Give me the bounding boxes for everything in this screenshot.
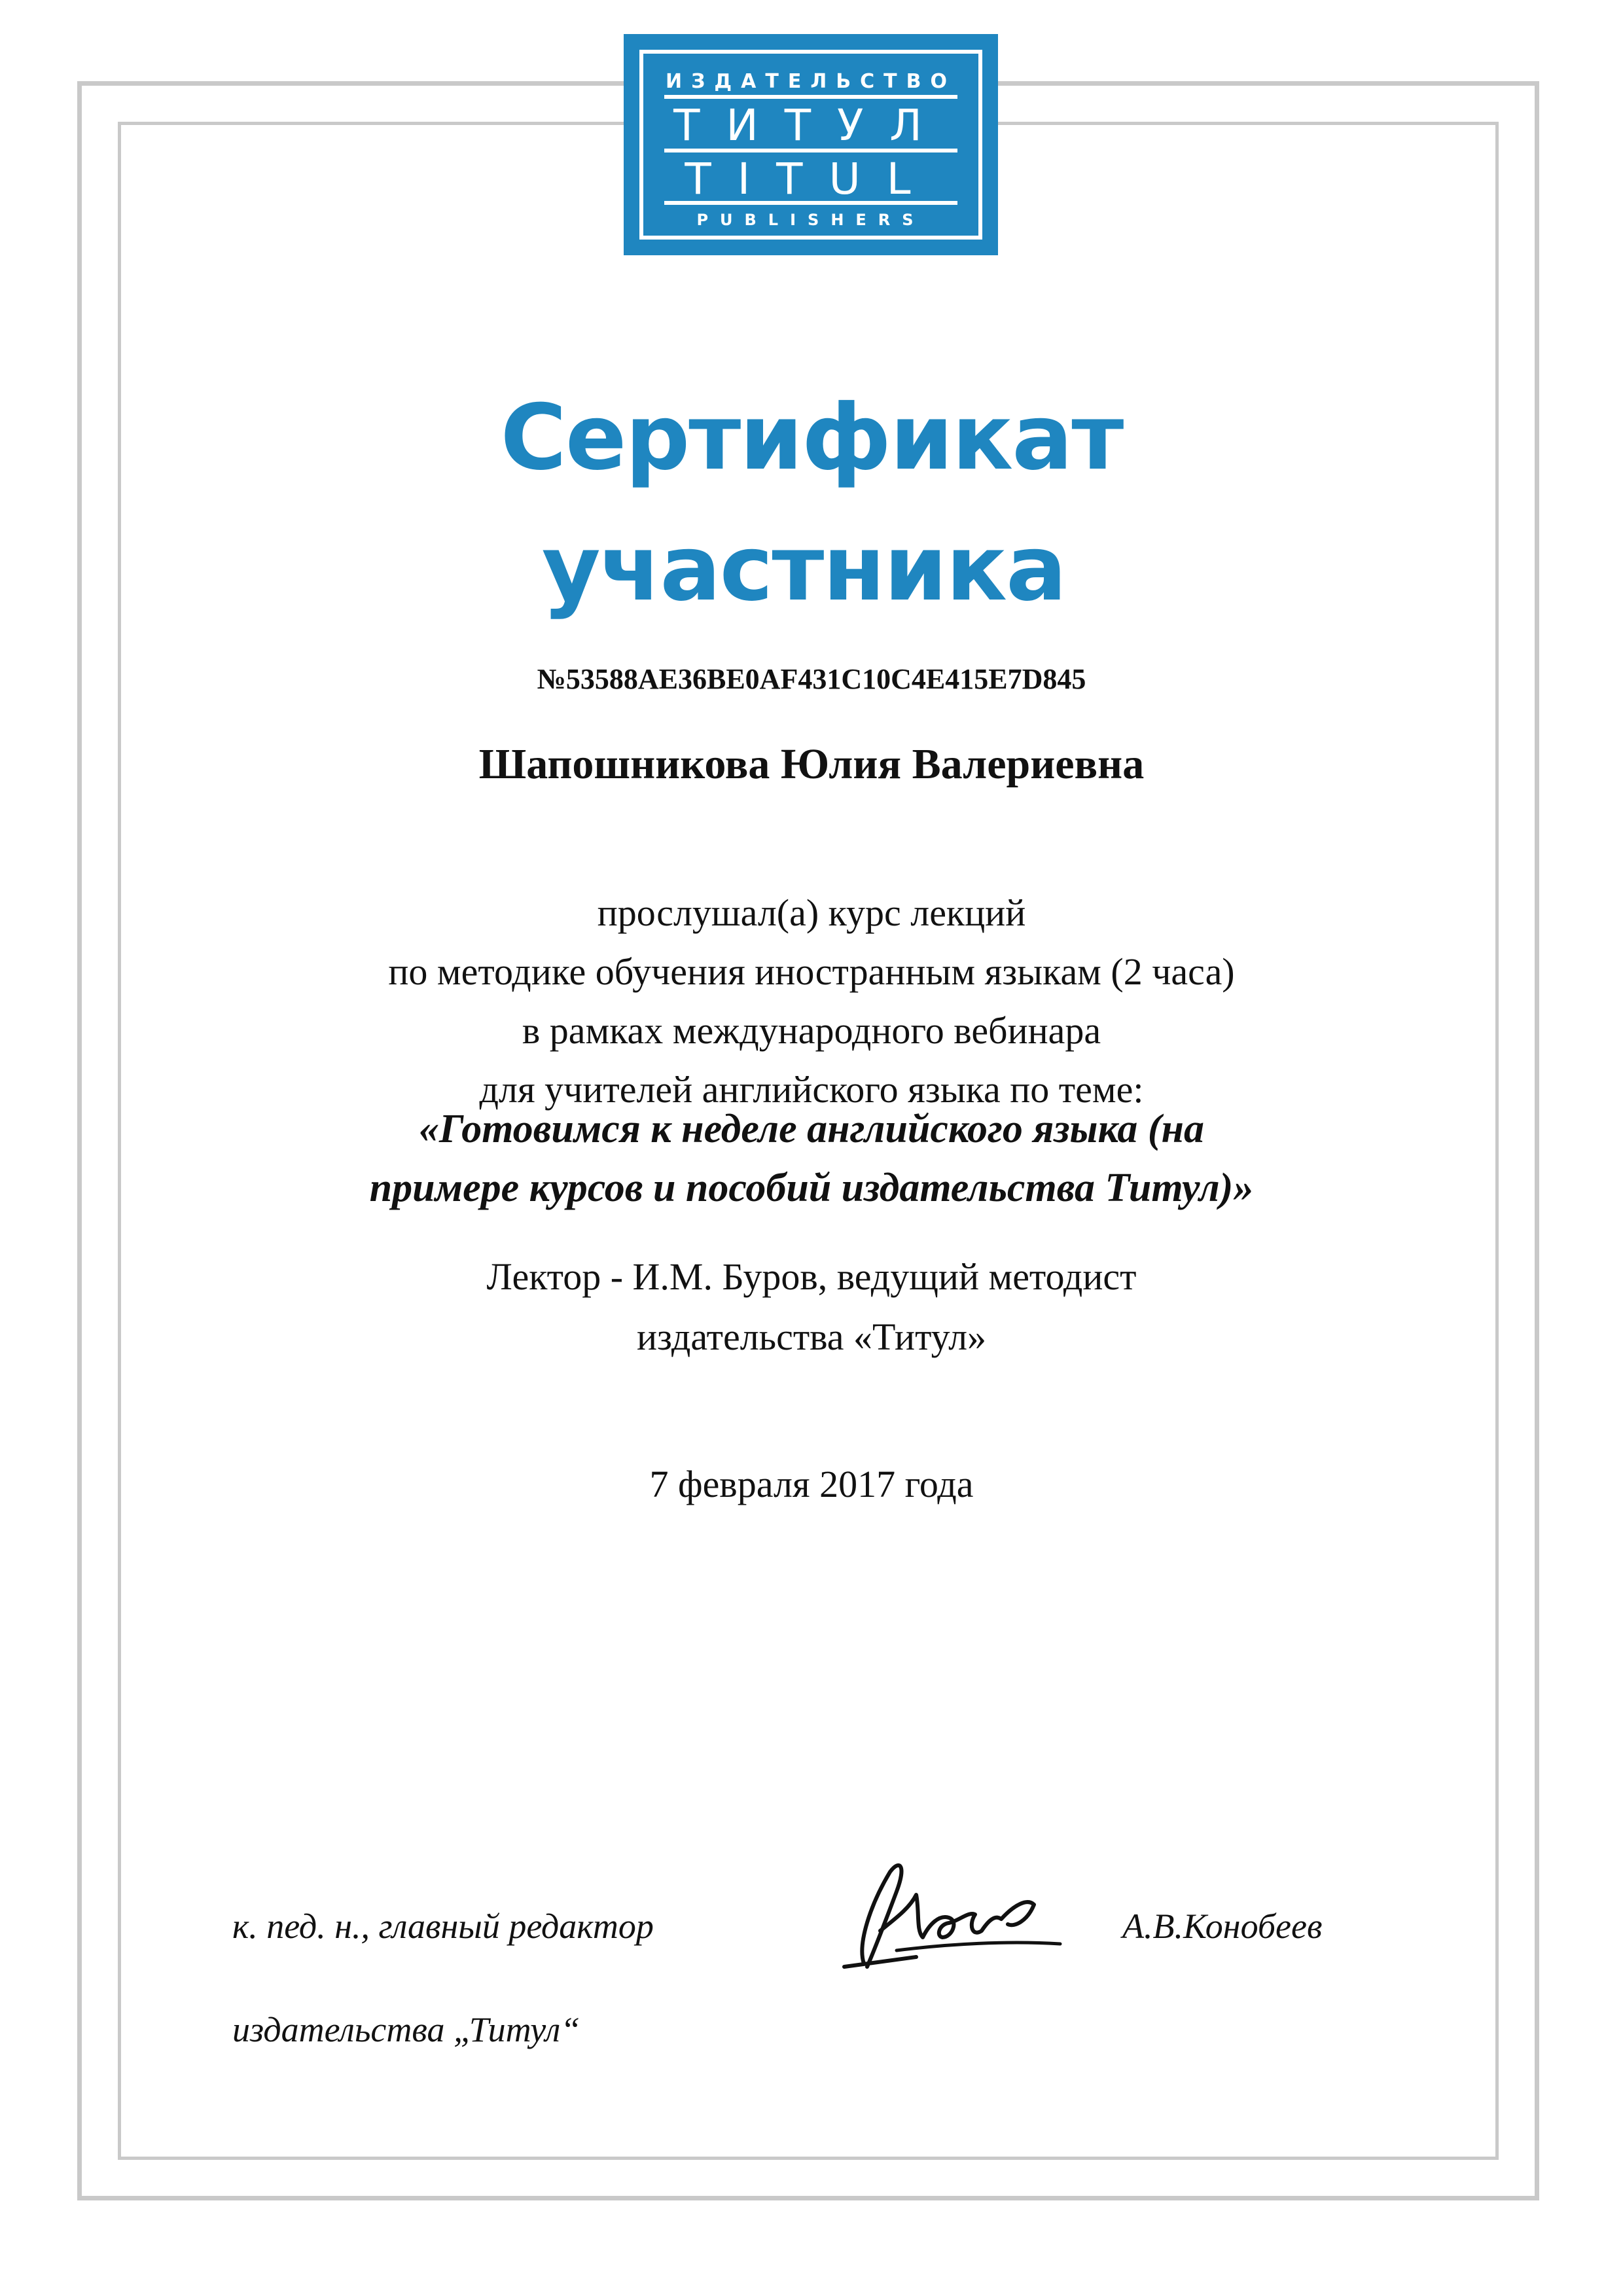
course-line-3: в рамках международного вебинара bbox=[522, 1009, 1101, 1052]
signatory-role-line2: издательства „Титул“ bbox=[232, 2010, 580, 2049]
certificate-title-line1: Сертификат bbox=[500, 385, 1123, 490]
course-line-1: прослушал(а) курс лекций bbox=[597, 891, 1026, 934]
course-description bbox=[0, 884, 1623, 1119]
logo-line-titul-lat: TITUL bbox=[685, 154, 937, 204]
webinar-topic bbox=[0, 1100, 1623, 1217]
logo-line-titul-cyr: ТИТУЛ bbox=[673, 100, 948, 151]
course-line-2: по методике обучения иностранным языкам (2 часа) bbox=[388, 950, 1235, 993]
certificate-number: №53588AE36BE0AF431C10C4E415E7D845 bbox=[537, 663, 1086, 695]
recipient-name: Шапошникова Юлия Валериевна bbox=[478, 740, 1145, 788]
certificate-title-line2: участника bbox=[541, 516, 1066, 621]
signatory-role-line1: к. пед. н., главный редактор bbox=[232, 1907, 654, 1946]
lecturer-info bbox=[0, 1247, 1623, 1367]
publisher-logo bbox=[624, 34, 998, 255]
issue-date: 7 февраля 2017 года bbox=[649, 1463, 974, 1505]
topic-line-1: «Готовимся к неделе английского языка (на bbox=[419, 1107, 1204, 1151]
logo-lettering bbox=[624, 34, 998, 255]
lecturer-line-1: Лектор - И.М. Буров, ведущий методист bbox=[486, 1255, 1137, 1298]
topic-line-2: примере курсов и пособий издательства Титул)» bbox=[369, 1166, 1254, 1210]
logo-line-publisher: ИЗДАТЕЛЬСТВО bbox=[666, 70, 956, 93]
logo-line-publishers: PUBLISHERS bbox=[696, 211, 925, 229]
lecturer-line-2: издательства «Титул» bbox=[636, 1316, 987, 1358]
course-line-4: для учителей английского языка по теме: bbox=[479, 1068, 1144, 1111]
handwritten-signature bbox=[818, 1846, 1067, 1983]
signatory-name: А.В.Конобеев bbox=[1122, 1907, 1323, 1946]
